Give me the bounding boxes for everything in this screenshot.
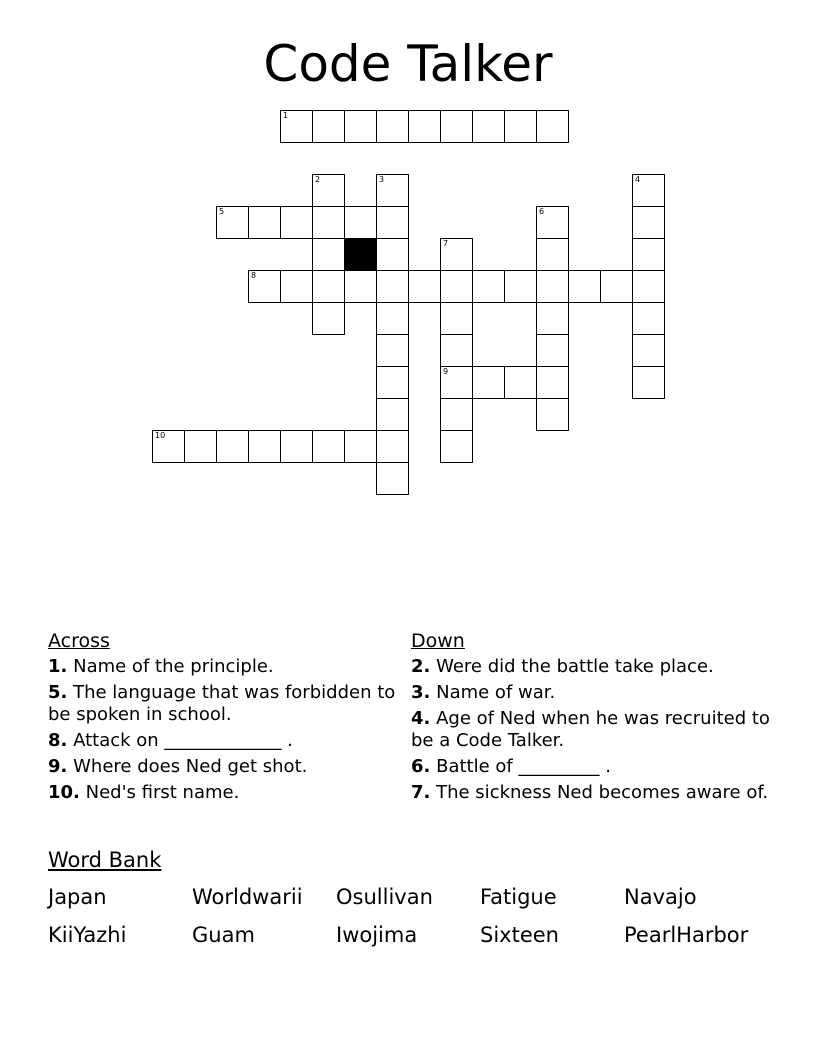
grid-cell[interactable] (632, 270, 665, 303)
grid-cell[interactable] (312, 430, 345, 463)
grid-cell[interactable] (440, 334, 473, 367)
across-clue-9: 9. Where does Ned get shot. (48, 756, 308, 777)
grid-cell[interactable] (312, 238, 345, 271)
grid-cell[interactable] (280, 430, 313, 463)
grid-cell[interactable] (472, 270, 505, 303)
grid-cell[interactable] (568, 270, 601, 303)
grid-cell[interactable] (632, 174, 665, 207)
word-bank-item: Sixteen (480, 923, 559, 947)
grid-cell[interactable] (472, 110, 505, 143)
cell-number: 10 (155, 431, 166, 440)
cell-number: 2 (315, 175, 321, 184)
grid-cell[interactable] (536, 270, 569, 303)
grid-cell[interactable] (376, 430, 409, 463)
across-clue-10: 10. Ned's first name. (48, 782, 240, 803)
grid-cell[interactable] (440, 398, 473, 431)
across-clue-1: 1. Name of the principle. (48, 656, 274, 677)
grid-cell[interactable] (312, 302, 345, 335)
grid-cell[interactable] (632, 206, 665, 239)
cell-number: 9 (443, 367, 449, 376)
down-clue-2: 2. Were did the battle take place. (411, 656, 714, 677)
word-bank-item: Worldwarii (192, 885, 303, 909)
grid-cell[interactable] (216, 430, 249, 463)
word-bank-item: KiiYazhi (48, 923, 127, 947)
grid-cell[interactable] (344, 270, 377, 303)
grid-cell[interactable] (216, 206, 249, 239)
grid-cell[interactable] (408, 270, 441, 303)
grid-cell[interactable] (376, 366, 409, 399)
grid-cell[interactable] (248, 206, 281, 239)
down-clues (411, 630, 771, 808)
grid-cell[interactable] (376, 238, 409, 271)
grid-cell[interactable] (504, 366, 537, 399)
down-clue-4: 4. Age of Ned when he was recruited to be a Code Talker. (411, 708, 770, 751)
grid-cell[interactable] (376, 174, 409, 207)
grid-cell[interactable] (376, 334, 409, 367)
word-bank-item: Fatigue (480, 885, 557, 909)
grid-cell[interactable] (504, 110, 537, 143)
grid-cell[interactable] (536, 302, 569, 335)
grid-cell[interactable] (248, 430, 281, 463)
word-bank-heading: Word Bank (48, 848, 162, 872)
grid-cell[interactable] (440, 430, 473, 463)
down-clue-3: 3. Name of war. (411, 682, 556, 703)
grid-cell[interactable] (280, 110, 313, 143)
word-bank-item: Osullivan (336, 885, 433, 909)
grid-cell[interactable] (312, 206, 345, 239)
cell-number: 5 (219, 207, 225, 216)
grid-cell[interactable] (536, 110, 569, 143)
grid-cell[interactable] (440, 238, 473, 271)
grid-cell[interactable] (344, 206, 377, 239)
grid-cell[interactable] (536, 398, 569, 431)
grid-cell[interactable] (536, 334, 569, 367)
grid-cell[interactable] (600, 270, 633, 303)
down-heading: Down (411, 630, 465, 652)
grid-cell[interactable] (376, 302, 409, 335)
down-clue-7: 7. The sickness Ned becomes aware of. (411, 782, 769, 803)
page-title: Code Talker (263, 35, 553, 93)
word-bank-item: Iwojima (336, 923, 418, 947)
down-clue-6: 6. Battle of _________ . (411, 756, 611, 777)
grid-cell[interactable] (440, 302, 473, 335)
word-bank-item: Japan (48, 885, 107, 909)
grid-cell[interactable] (152, 430, 185, 463)
grid-cell[interactable] (440, 110, 473, 143)
grid-cell[interactable] (504, 270, 537, 303)
grid-cell[interactable] (376, 462, 409, 495)
cell-number: 3 (379, 175, 385, 184)
grid-cell[interactable] (376, 398, 409, 431)
crossword-grid (0, 0, 816, 520)
grid-cell[interactable] (376, 270, 409, 303)
grid-cell[interactable] (536, 238, 569, 271)
black-cell (344, 238, 377, 271)
cell-number: 7 (443, 239, 449, 248)
grid-cell[interactable] (440, 366, 473, 399)
grid-cell[interactable] (376, 206, 409, 239)
grid-cell[interactable] (408, 110, 441, 143)
grid-cell[interactable] (376, 110, 409, 143)
across-clue-8: 8. Attack on _____________ . (48, 730, 293, 751)
cell-number: 6 (539, 207, 545, 216)
grid-cell[interactable] (280, 270, 313, 303)
across-clue-5: 5. The language that was forbidden to be spoken in school. (48, 682, 396, 725)
grid-cell[interactable] (536, 366, 569, 399)
across-clues (48, 630, 398, 808)
cell-number: 4 (635, 175, 641, 184)
word-bank-item: PearlHarbor (624, 923, 749, 947)
grid-cell[interactable] (536, 206, 569, 239)
grid-cell[interactable] (440, 270, 473, 303)
grid-cell[interactable] (184, 430, 217, 463)
grid-cell[interactable] (344, 430, 377, 463)
word-bank-item: Navajo (624, 885, 697, 909)
grid-cell[interactable] (280, 206, 313, 239)
grid-cell[interactable] (312, 174, 345, 207)
grid-cell[interactable] (248, 270, 281, 303)
grid-cell[interactable] (632, 366, 665, 399)
grid-cell[interactable] (344, 110, 377, 143)
grid-cell[interactable] (312, 270, 345, 303)
grid-cell[interactable] (312, 110, 345, 143)
grid-cell[interactable] (632, 238, 665, 271)
grid-cell[interactable] (472, 366, 505, 399)
cell-number: 8 (251, 271, 257, 280)
cell-number: 1 (283, 111, 289, 120)
grid-cell[interactable] (632, 302, 665, 335)
across-heading: Across (48, 630, 110, 652)
grid-cell[interactable] (632, 334, 665, 367)
word-bank-item: Guam (192, 923, 255, 947)
